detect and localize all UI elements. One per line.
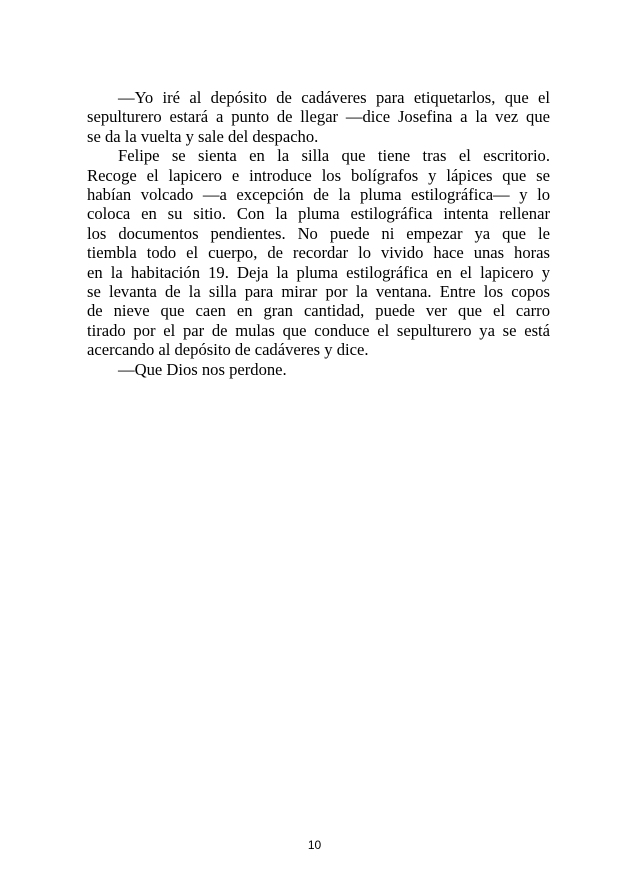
text-line: los documentos pendientes. No puede ni empezar ya que le <box>87 223 550 243</box>
body-text <box>87 88 550 379</box>
text-line: habían volcado —a excepción de la pluma estilográfica— y lo <box>87 185 550 205</box>
text-line: acercando al depósito de cadáveres y dice. <box>87 340 369 360</box>
text-line: se da la vuelta y sale del despacho. <box>87 126 319 146</box>
page-number: 10 <box>307 838 322 852</box>
text-line: —Que Dios nos perdone. <box>118 359 287 379</box>
text-line: sepulturero estará a punto de llegar —dice Josefina a la vez que <box>87 107 550 127</box>
text-line: se levanta de la silla para mirar por la ventana. Entre los copos <box>87 282 550 302</box>
paragraph <box>87 146 550 359</box>
text-line: de nieve que caen en gran cantidad, puede ver que el carro <box>87 301 550 321</box>
text-line: coloca en su sitio. Con la pluma estilográfica intenta rellenar <box>87 204 550 224</box>
text-line: tirado por el par de mulas que conduce el sepulturero ya se está <box>87 320 550 340</box>
paragraph <box>87 88 550 146</box>
text-line: tiembla todo el cuerpo, de recordar lo vivido hace unas horas <box>87 243 550 263</box>
text-line: Recoge el lapicero e introduce los bolígrafos y lápices que se <box>87 165 550 185</box>
text-line: —Yo iré al depósito de cadáveres para etiquetarlos, que el <box>118 88 550 107</box>
paragraph <box>87 360 550 379</box>
text-line: Felipe se sienta en la silla que tiene tras el escritorio. <box>118 146 550 166</box>
text-line: en la habitación 19. Deja la pluma estilográfica en el lapicero y <box>87 262 550 282</box>
